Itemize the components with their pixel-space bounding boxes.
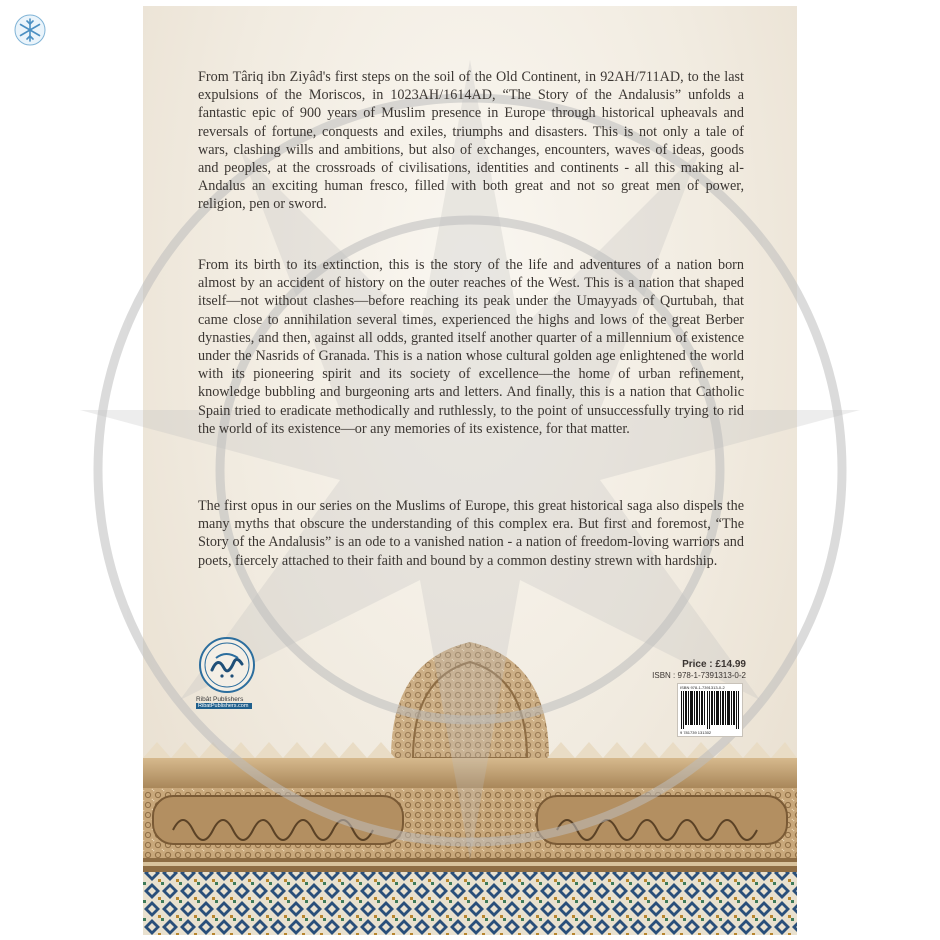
publisher-url: RibatPublishers.com bbox=[196, 703, 252, 709]
price-label: Price : £14.99 bbox=[682, 659, 746, 670]
blurb-paragraph-3: The first opus in our series on the Muslims of Europe, this great historical saga also dispels the many myths that obscure the understanding of this complex era. But first and foremost, “The Story of the Andalusis” is an ode to a vanished nation - a nation of freedom-loving warriors and poets, fiercely attached to their faith and bound by a common destiny strewn with hardship. bbox=[198, 498, 744, 569]
price-info bbox=[622, 659, 746, 680]
publisher-seal-icon bbox=[198, 636, 256, 694]
snowflake-badge-icon bbox=[14, 14, 46, 46]
barcode-number: 9 781739 131302 bbox=[680, 730, 712, 735]
publisher-logo bbox=[196, 636, 258, 709]
blurb-paragraph-1: From Târiq ibn Ziyâd's first steps on the soil of the Old Continent, in 92AH/711AD, to the last expulsions of the Moriscos, in 1023AH/1614AD, “The Story of the Andalusis” unfolds a fantastic epic of 900 years of Muslim presence in Europe through historical upheavals and reversals of fortune, conquests and exiles, triumphs and disasters. This is not only a tale of wars, clashing wills and ambitions, but also of exchanges, encounters, waves of ideas, goods and peoples, at the crossroads of civilisations, identities and continents - all this making al-Andalus an exciting human fresco, filled with both great and not so great men of power, religion, pen or sword. bbox=[198, 69, 744, 213]
blurb-paragraph-2: From its birth to its extinction, this is the story of the life and adventures of a nation born almost by an accident of history on the outer reaches of the West. This is a nation that shaped itself—not without clashes—before reaching its peak under the Umayyads of Qurtubah, that came close to annihilation several times, experienced the highs and lows of the great Berber dynasties, and then, against all odds, granted itself another quarter of a millennium of existence under the Nasrids of Granada. This is a nation whose cultural golden age enlightened the world with its pioneering spirit and its society of excellence—the home of urban refinement, knowledge bubbling and burgeoning arts and letters. And finally, this is a nation that Catholic Spain tried to eradicate methodically and ruthlessly, to the point of unsuccessfully trying to rid the world of its existence—or any memories of its existence, for that matter. bbox=[198, 257, 744, 437]
barcode-top-text: ISBN 978-1-7391313-0-2 bbox=[680, 685, 725, 690]
isbn-label: ISBN : 978-1-7391313-0-2 bbox=[652, 671, 746, 680]
barcode-bars-icon bbox=[681, 691, 739, 729]
isbn-barcode bbox=[677, 683, 743, 737]
publisher-name: Ribât Publishers bbox=[196, 696, 244, 703]
